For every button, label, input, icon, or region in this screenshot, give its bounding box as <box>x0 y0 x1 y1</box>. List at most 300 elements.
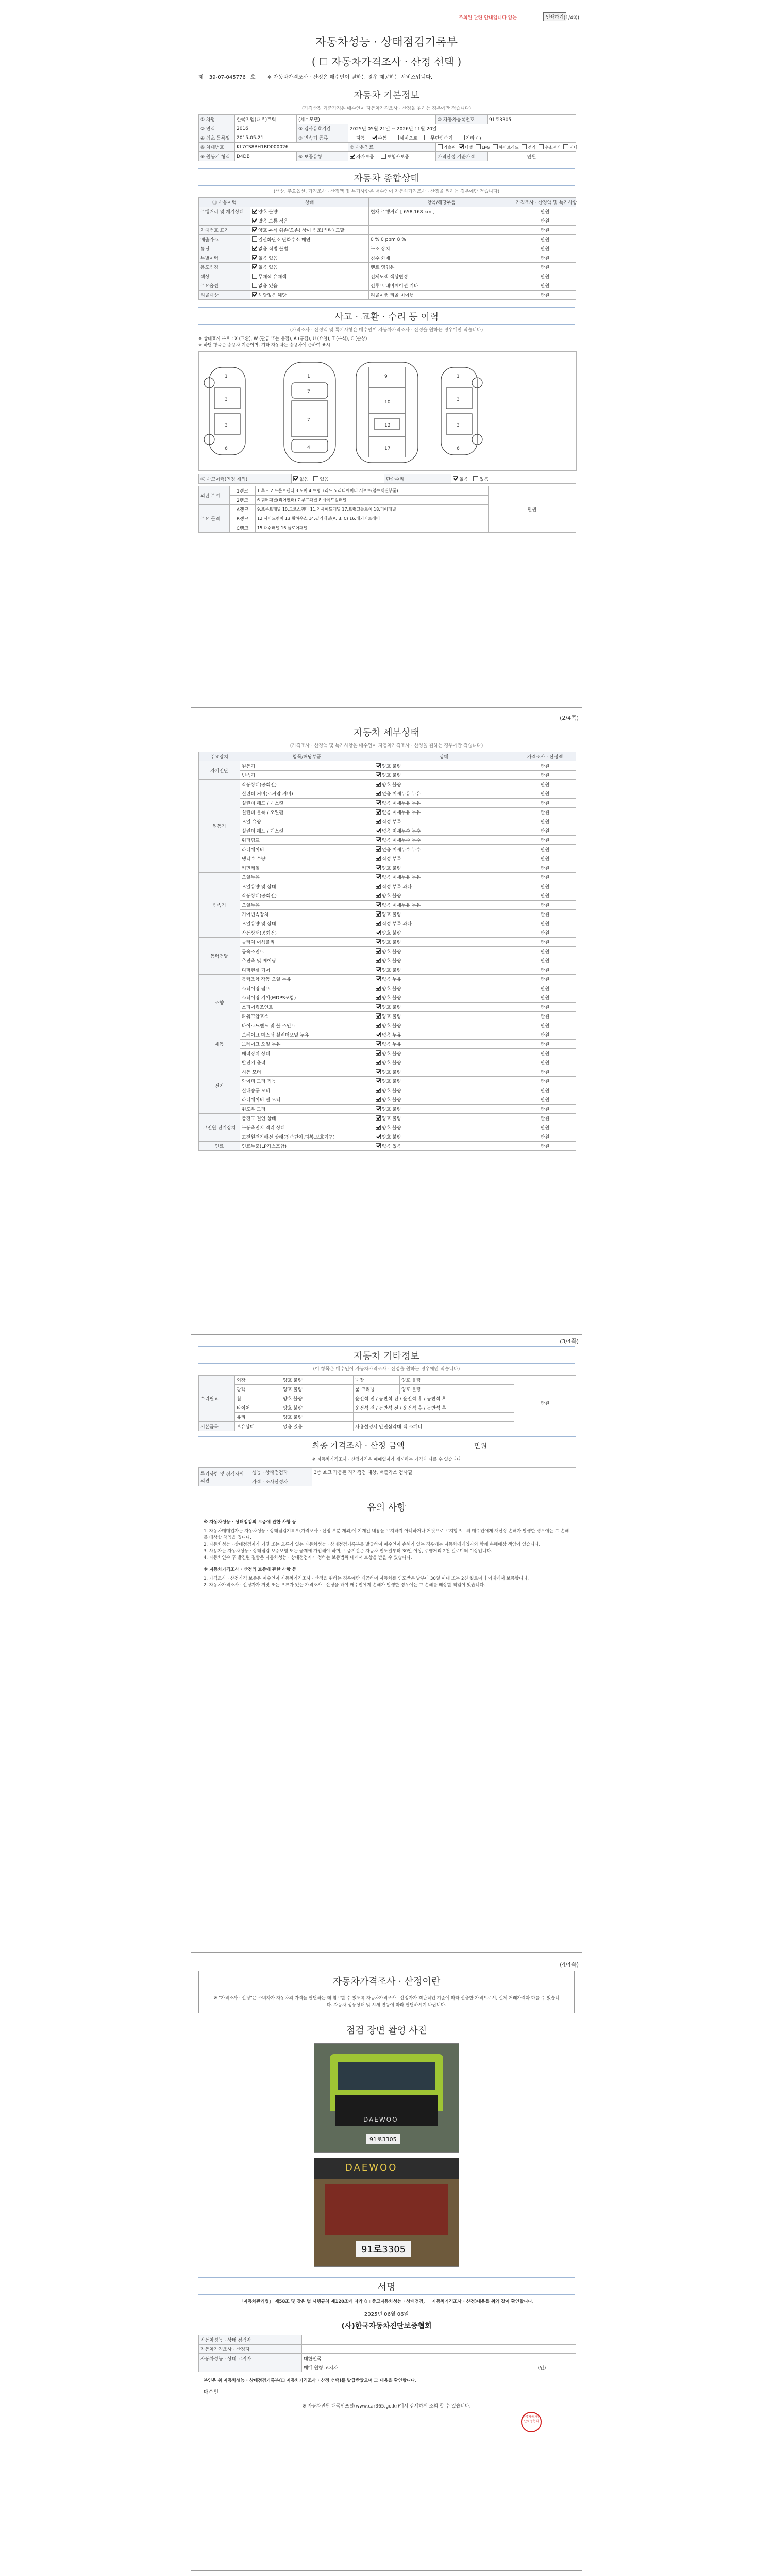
general-status-title: 자동차 종합상태 <box>198 168 575 186</box>
svg-text:6: 6 <box>225 446 228 451</box>
detail-state: 양호 불량 <box>374 1105 514 1114</box>
pricing-explainer-title: 자동차가격조사 · 산정이란 <box>199 1971 574 1991</box>
detail-item: 오일누유 <box>240 873 374 882</box>
table-row <box>199 1142 576 1151</box>
svg-text:17: 17 <box>384 446 391 451</box>
detail-item: 실린더 헤드 / 개스킷 <box>240 799 374 808</box>
table-row <box>199 1077 576 1086</box>
page-3-number: (3/4쪽) <box>560 1338 579 1345</box>
detail-item: 작동상태(공회전) <box>240 780 374 789</box>
other-title: 자동차 기타정보 <box>198 1346 575 1364</box>
check-icon <box>376 1115 381 1121</box>
detail-state: 없음 미세누유 누유 <box>374 873 514 882</box>
detail-state: 적정 부족 과다 <box>374 882 514 891</box>
detail-item: 충전구 절연 상태 <box>240 1114 374 1123</box>
detail-price: 만원 <box>514 901 576 910</box>
check-icon <box>376 1125 381 1130</box>
basic-info-sub: (가격산정 기준가격은 매수인이 자동차가격조사 · 산정을 원하는 경우에만 적습니다) <box>301 106 472 111</box>
portal-link[interactable]: ※ 자동차민원 대국민포털(www.car365.go.kr)에서 상세하게 조회 할 수 있습니다. <box>302 2404 471 2409</box>
svg-text:3: 3 <box>457 423 460 428</box>
detail-item: 커먼레일 <box>240 863 374 873</box>
svg-text:4: 4 <box>307 445 310 450</box>
doc-no-suffix: 호 <box>250 75 256 80</box>
price-basis-label: 가격산정 기준가격 <box>436 152 488 161</box>
table-row <box>199 910 576 919</box>
accident-history-label: ⑫ 사고이력(인정 제외) <box>199 474 292 484</box>
check-icon <box>376 856 381 861</box>
detail-price: 만원 <box>514 1040 576 1049</box>
table-row <box>199 863 576 873</box>
check-icon <box>376 1088 381 1093</box>
check-icon <box>376 1004 381 1009</box>
table-row <box>199 965 576 975</box>
car-right-side <box>441 367 477 455</box>
fuel-options: 가솔린 디젤 LPG 하이브리드 전기 수소전기 기타 <box>436 143 576 152</box>
check-icon <box>376 1013 381 1019</box>
check-icon <box>376 939 381 944</box>
detail-price: 만원 <box>514 1114 576 1123</box>
transmission-options: 자동 수동 세미오토 무단변속기 기타 ( ) <box>348 133 576 143</box>
basic-info-table <box>198 114 576 161</box>
check-icon <box>376 921 381 926</box>
detail-item: 고전원전기배선 상태(접속단자,피복,보호기구) <box>240 1132 374 1142</box>
detail-state: 양호 불량 <box>374 928 514 938</box>
detail-state: 양호 불량 <box>374 984 514 993</box>
detail-item: 윈도우 모터 <box>240 1105 374 1114</box>
final-price-unit: 만원 <box>474 1443 488 1450</box>
table-row <box>199 919 576 928</box>
table-row <box>199 1012 576 1021</box>
detail-state: 양호 불량 <box>374 1067 514 1077</box>
detail-state: 없음 미세누수 누수 <box>374 845 514 854</box>
detail-state: 없음 미세누유 누유 <box>374 789 514 799</box>
detail-state: 양호 불량 <box>374 1021 514 1030</box>
check-icon <box>376 874 381 879</box>
table-row <box>199 947 576 956</box>
doc-no: 39-07-045776 <box>209 75 246 80</box>
plate-label: ⑩ 자동차등록번호 <box>436 115 488 124</box>
detail-state: 없음 미세누유 누유 <box>374 808 514 817</box>
signature-date: 2025년 06월 06일 <box>364 2312 409 2317</box>
top-bar <box>191 12 582 22</box>
detail-price: 만원 <box>514 1058 576 1067</box>
detail-price: 만원 <box>514 845 576 854</box>
detail-item: 파워고압호스 <box>240 1012 374 1021</box>
detail-price: 만원 <box>514 1049 576 1058</box>
detail-item: 동력조향 작동 오일 누유 <box>240 975 374 984</box>
check-icon <box>376 772 381 777</box>
detail-state: 없음 누유 <box>374 1030 514 1040</box>
first-reg-label: ④ 최초 등록일 <box>199 133 235 143</box>
detail-state: 없음 있음 <box>374 1142 514 1151</box>
plate-number: 91로3305 <box>488 115 576 124</box>
car-diagram <box>198 351 577 471</box>
detail-group-name: 고전원 전기장치 <box>199 1114 240 1142</box>
detail-price: 만원 <box>514 975 576 984</box>
detail-group-name: 변속기 <box>199 873 240 938</box>
table-row <box>199 1030 576 1040</box>
table-row <box>199 873 576 882</box>
detail-price: 만원 <box>514 1086 576 1095</box>
page-1 <box>191 23 582 708</box>
detail-state: 양호 불량 <box>374 1012 514 1021</box>
check-icon <box>376 1060 381 1065</box>
doc-number-row <box>198 73 575 80</box>
detail-item: 구동축전지 격리 상태 <box>240 1123 374 1132</box>
detail-item: 연료누출(LP가스포함) <box>240 1142 374 1151</box>
page-number: (1/4쪽) <box>563 15 579 21</box>
page-4-number: (4/4쪽) <box>560 1961 579 1968</box>
detail-state: 양호 불량 <box>374 1132 514 1142</box>
detail-item: 작동상태(공회전) <box>240 928 374 938</box>
pricing-explainer-text: ※ "가격조사 · 산정"은 소비자가 자동차의 가격을 판단하는 데 참고할 수 있도록 자동차가격조사 · 산정자가 객관적인 기준에 따라 산출한 가격으로서, 실제 거래가격과 다를 수 있습니다. 자동차 성능상태 및 시세 변동에 따라 판단하시기 바랍니다. <box>213 1996 560 2008</box>
detail-group-name: 자기진단 <box>199 761 240 780</box>
table-row <box>199 984 576 993</box>
svg-text:6: 6 <box>457 446 460 451</box>
svg-text:7: 7 <box>307 389 310 395</box>
final-price-note: ※ 자동차가격조사 · 산정가격은 매매업자가 제시하는 가격과 다를 수 있습니다 <box>312 1457 461 1462</box>
plate-photo-1: 91로3305 <box>366 2134 400 2144</box>
detail-state: 없음 미세누수 누수 <box>374 826 514 836</box>
detail-title: 자동차 세부상태 <box>198 723 575 740</box>
check-icon <box>376 902 381 907</box>
detail-price: 만원 <box>514 1067 576 1077</box>
table-row <box>199 891 576 901</box>
warranty-options: 자가보증 보험사보증 <box>348 152 436 161</box>
table-row <box>199 771 576 780</box>
detail-item: 추진축 및 베어링 <box>240 956 374 965</box>
detail-item: 실린더 블록 / 오일팬 <box>240 808 374 817</box>
detail-state: 양호 불량 <box>374 771 514 780</box>
svg-text:12: 12 <box>384 423 391 428</box>
detail-state: 양호 불량 <box>374 1003 514 1012</box>
table-row <box>199 845 576 854</box>
doc-warning: ※ 자동차가격조사 · 산정은 매수인이 원하는 경우 제공하는 서비스입니다. <box>267 75 433 80</box>
check-icon <box>376 930 381 935</box>
detail-item: 오일유량 및 상태 <box>240 882 374 891</box>
detail-state: 적정 부족 과다 <box>374 919 514 928</box>
detail-price: 만원 <box>514 1142 576 1151</box>
check-icon <box>376 893 381 898</box>
detail-price: 만원 <box>514 938 576 947</box>
detail-price: 만원 <box>514 891 576 901</box>
table-row <box>199 928 576 938</box>
detail-table: 주요장치 항목/해당부품 상태 가격조사 · 산정액 자기진단 원동기 양호 불량 만원 변속기 양호 불량 만원 원동기 작동상태(공회전) 양호 불량 만원 실린더 커버(로커암 커버) 없음 미세누유 누유 만원 실린더 헤드 / 개스킷 없음 미세누유 누유 만원 실린더 블록 / 오일팬 없음 미세누유 누유 만원 오일 유량 적정 부족 만원 실린더 헤드 / 개스킷 없음 미세누수 누수 만원 워터펌프 없음 미세누수 누수 만원 라디에이터 없음 미세누수 누수 만원 냉각수 수량 적정 부족 만원 커먼레일 양호 불량 만원 변속기 오일누유 없음 미세누유 누유 만원 오일유량 및 상태 적정 부족 과다 만원 작동상태(공회전) 양호 불량 만원 오일누유 없음 미세누유 누유 만원 기어변속장치 양호 불량 만원 오일유량 및 상태 적정 부족 과다 만원 작동상태(공회전) 양호 불량 만원 동력전달 클러치 어셈블리 양호 불량 만원 등속조인트 양호 불량 만원 추진축 및 베어링 양호 불량 만원 디퍼렌셜 기어 양호 불량 만원 조향 동력조향 작동 오일 누유 없음 누유 만원 스티어링 펌프 양호 불량 만원 스티어링 기어(MDPS포함) 양호 불량 만원 스티어링조인트 양호 불량 만원 파워고압호스 양호 불량 만원 타이로드엔드 및 볼 조인트 양호 불량 만원 제동 브레이크 마스터 실린더오일 누유 없음 누유 만원 브레이크 오일 누유 없음 누유 만원 배력장치 상태 양호 불량 만원 전기 발전기 출력 양호 불량 만원 시동 모터 양호 불량 만원 와이퍼 모터 기능 양호 불량 만원 실내송풍 모터 양호 불량 만원 라디에이터 팬 모터 양호 불량 만원 윈도우 모터 양호 불량 만원 고전원 전기장치 충전구 절연 상태 양호 불량 만원 구동축전지 격리 상태 양호 불량 만원 고전원전기배선 상태(접속단자,피복,보호기구) 양호 불량 만원 연료 연료누출(LP가스포함) 없음 있음 만원 <box>198 752 576 1151</box>
warranty-label: ⑨ 보증유형 <box>297 152 348 161</box>
table-row <box>199 1123 576 1132</box>
truck-brand-2: DAEWOO <box>345 2162 398 2173</box>
price-basis-unit: 만원 <box>488 152 576 161</box>
signature-text: 「자동차관리법」 제58조 및 같은 법 시행규칙 제120조에 따라 (□ 중고자동차성능 · 상태점검, □ 자동차가격조사 · 산정)내용을 위와 같이 확인합니다. <box>239 2299 534 2304</box>
detail-item: 발전기 출력 <box>240 1058 374 1067</box>
fuel-label: ⑦ 사용연료 <box>348 143 436 152</box>
photos-title: 점검 장면 촬영 사진 <box>198 2021 575 2038</box>
print-button[interactable]: 인쇄하기 <box>543 12 566 21</box>
receiver-note: 본인은 위 자동차성능 · 상태점검기록부(☐ 자동차가격조사 · 산정 선택)를 발급받았으며 그 내용을 확인합니다. <box>204 2378 417 2383</box>
other-table: 수리필요 외장 양호 불량 내장 양호 불량 만원 광택 양호 불량 룸 크리닝 양호 불량 휠 양호 불량 운전석 전 / 동반석 전 / 운전석 후 / 동반석 후 타이어 양호 불량 운전석 전 / 동반석 전 / 운전석 후 / 동반석 후 유리 양호 불량 기본품목 보유상태 없음 있음 사용설명서 안전삼각대 잭 스패너 <box>198 1375 576 1431</box>
detail-price: 만원 <box>514 799 576 808</box>
accident-note-1: ※ 상태표시 부호 : X (교환), W (판금 또는 용접), A (흠집), U (요철), T (부식), C (손상) <box>198 336 367 342</box>
car-name-label: ① 차명 <box>199 115 235 124</box>
first-reg-date: 2015-05-21 <box>235 133 297 143</box>
accident-price: 만원 <box>489 486 576 533</box>
vin-value: KL7CS8BH1BD000026 <box>235 143 348 152</box>
other-sub: (이 항목은 매수인이 자동차가격조사 · 산정을 원하는 경우에만 적습니다) <box>313 1367 460 1372</box>
detail-item: 라디에이터 팬 모터 <box>240 1095 374 1105</box>
table-row <box>199 817 576 826</box>
detail-item: 오일유량 및 상태 <box>240 919 374 928</box>
detail-group-name: 연료 <box>199 1142 240 1151</box>
table-row <box>199 1114 576 1123</box>
detail-item: 와이퍼 모터 기능 <box>240 1077 374 1086</box>
detail-price: 만원 <box>514 1012 576 1021</box>
check-icon <box>376 800 381 805</box>
detail-price: 만원 <box>514 1132 576 1142</box>
general-status-table: ⑪ 사용이력 상태 항목/해당부품 가격조사 · 산정액 및 특기사항 주행거리 및 계기상태 양호 불량 현재 주행거리 [ 658,168 km ] 만원 많음 보통 적음 만원 차대번호 표기 양호 부식 훼손(오손) 상이 변조(변타) 도말 만원 배출가스 일산화탄소 탄화수소 매연 0 % 0 ppm 8 % 만원 튜닝 없음 적법 불법 구조 장치 만원 특별이력 없음 있음 침수 화재 만원 용도변경 없음 있음 렌트 영업용 만원 색상 무채색 유채색 전체도색 색상변경 만원 주요옵션 없음 있음 선루프 내비게이션 기타 만원 리콜대상 해당없음 해당 리콜이행 리콜 미이행 만원 <box>198 197 576 300</box>
main-frame-label: 주요 골격 <box>199 505 230 533</box>
car-model-label: (세부모델) <box>297 115 348 124</box>
detail-price: 만원 <box>514 1095 576 1105</box>
transmission-label: ⑤ 변속기 종류 <box>297 133 348 143</box>
table-row <box>199 1095 576 1105</box>
detail-price: 만원 <box>514 965 576 975</box>
detail-item: 스티어링 펌프 <box>240 984 374 993</box>
signature-title: 서명 <box>198 2277 575 2295</box>
transmission-manual-check <box>372 135 377 140</box>
detail-price: 만원 <box>514 789 576 799</box>
detail-state: 양호 불량 <box>374 891 514 901</box>
detail-price: 만원 <box>514 854 576 863</box>
detail-state: 양호 불량 <box>374 1114 514 1123</box>
detail-price: 만원 <box>514 761 576 771</box>
vin-label: ⑥ 차대번호 <box>199 143 235 152</box>
check-icon <box>376 967 381 972</box>
svg-text:1: 1 <box>457 374 460 379</box>
table-row <box>199 836 576 845</box>
detail-price: 만원 <box>514 873 576 882</box>
detail-state: 양호 불량 <box>374 1086 514 1095</box>
check-icon <box>376 1050 381 1056</box>
svg-text:7: 7 <box>307 418 310 423</box>
inspection-period-label: ③ 검사유효기간 <box>297 124 348 133</box>
svg-text:3: 3 <box>225 397 228 402</box>
detail-item: 스티어링 기어(MDPS포함) <box>240 993 374 1003</box>
table-row <box>199 1067 576 1077</box>
detail-state: 없음 누유 <box>374 975 514 984</box>
detail-sub: (가격조사 · 산정액 및 특기사항은 매수인이 자동차가격조사 · 산정을 원하는 경우에만 적습니다) <box>290 743 483 749</box>
detail-item: 타이로드엔드 및 볼 조인트 <box>240 1021 374 1030</box>
detail-price: 만원 <box>514 1077 576 1086</box>
truck-brand-1: DAEWOO <box>363 2116 398 2123</box>
detail-price: 만원 <box>514 984 576 993</box>
table-row: 차대번호 표기 양호 부식 훼손(오손) 상이 변조(변타) 도말 만원 <box>199 226 576 235</box>
car-left-side <box>209 367 245 455</box>
detail-state: 양호 불량 <box>374 965 514 975</box>
detail-price: 만원 <box>514 993 576 1003</box>
detail-item: 워터펌프 <box>240 836 374 845</box>
table-row <box>199 938 576 947</box>
pricing-explainer-box <box>198 1971 575 2013</box>
detail-price: 만원 <box>514 817 576 826</box>
check-icon <box>376 846 381 852</box>
table-row <box>199 901 576 910</box>
detail-item: 디퍼렌셜 기어 <box>240 965 374 975</box>
table-row <box>199 993 576 1003</box>
detail-item: 시동 모터 <box>240 1067 374 1077</box>
detail-state: 양호 불량 <box>374 1058 514 1067</box>
detail-price: 만원 <box>514 882 576 891</box>
check-icon <box>376 809 381 815</box>
doc-title: 자동차성능 · 상태점검기록부 <box>315 36 458 49</box>
detail-price: 만원 <box>514 910 576 919</box>
detail-item: 변속기 <box>240 771 374 780</box>
table-row: 튜닝 없음 적법 불법 구조 장치 만원 <box>199 244 576 253</box>
detail-price: 만원 <box>514 1003 576 1012</box>
table-row <box>199 780 576 789</box>
page-4 <box>191 1958 582 2571</box>
detail-price: 만원 <box>514 1105 576 1114</box>
table-row <box>199 1049 576 1058</box>
detail-item: 라디에이터 <box>240 845 374 854</box>
detail-group-name: 제동 <box>199 1030 240 1058</box>
general-status-sub: (색상, 주요옵션, 가격조사 · 산정액 및 특기사항은 매수인이 자동차가격조사 · 산정을 원하는 경우에만 적습니다) <box>273 189 500 194</box>
table-row <box>199 826 576 836</box>
detail-price: 만원 <box>514 1123 576 1132</box>
detail-state: 양호 불량 <box>374 1049 514 1058</box>
check-icon <box>376 1069 381 1074</box>
check-icon <box>376 911 381 917</box>
detail-price: 만원 <box>514 826 576 836</box>
fuel-diesel-check <box>459 144 464 149</box>
inspection-period: 2025년 05월 21일 ~ 2026년 11월 20일 <box>348 124 576 133</box>
svg-text:1: 1 <box>225 374 228 379</box>
year-label: ② 연식 <box>199 124 235 133</box>
detail-price: 만원 <box>514 863 576 873</box>
detail-item: 브레이크 오일 누유 <box>240 1040 374 1049</box>
plate-photo-2: 91로3305 <box>356 2241 411 2257</box>
check-icon <box>376 837 381 842</box>
detail-price: 만원 <box>514 771 576 780</box>
cautions-h2: ※ 자동차가격조사 · 산정의 보증에 관한 사항 등 <box>204 1567 297 1572</box>
detail-state: 양호 불량 <box>374 910 514 919</box>
detail-item: 오일 유량 <box>240 817 374 826</box>
table-row <box>199 789 576 799</box>
check-icon <box>376 995 381 1000</box>
final-price-row <box>198 1436 576 1453</box>
detail-price: 만원 <box>514 1021 576 1030</box>
detail-state: 양호 불량 <box>374 938 514 947</box>
detail-price: 만원 <box>514 928 576 938</box>
page-2 <box>191 711 582 1329</box>
basic-info-title: 자동차 기본정보 <box>198 86 575 103</box>
detail-item: 스티어링조인트 <box>240 1003 374 1012</box>
detail-group-name: 동력전달 <box>199 938 240 975</box>
detail-price: 만원 <box>514 919 576 928</box>
detail-group-name: 조향 <box>199 975 240 1030</box>
check-icon <box>376 1032 381 1037</box>
accident-history-table: ⑫ 사고이력(인정 제외) 없음 있음 단순수리 없음 있음 <box>198 474 576 484</box>
table-row: 주행거리 및 계기상태 양호 불량 현재 주행거리 [ 658,168 km ] 만원 <box>199 207 576 216</box>
detail-state: 양호 불량 <box>374 956 514 965</box>
signature-org: (사)한국자동차진단보증협회 <box>341 2322 432 2330</box>
accident-note-2: ※ 하단 항목은 승용차 기준이며, 기타 자동차는 승용차에 준하여 표시 <box>198 343 330 348</box>
signature-table: 자동차성능 · 상태 점검자 자동차가격조사 · 산정자 자동차성능 · 상태 고지자 대한민국 매매 원형 고지자 (인) <box>198 2335 576 2372</box>
table-row: 리콜대상 해당없음 해당 리콜이행 리콜 미이행 만원 <box>199 291 576 300</box>
table-row <box>199 799 576 808</box>
detail-state: 없음 미세누유 누유 <box>374 799 514 808</box>
year-value: 2016 <box>235 124 297 133</box>
check-icon <box>376 948 381 954</box>
top-notice: 조회된 관련 안내입니다 없는 <box>459 15 517 21</box>
check-icon <box>376 782 381 787</box>
table-row: 색상 무채색 유채색 전체도색 색상변경 만원 <box>199 272 576 281</box>
detail-price: 만원 <box>514 808 576 817</box>
accident-title: 사고 · 교환 · 수리 등 이력 <box>198 307 575 325</box>
check-icon <box>376 865 381 870</box>
check-icon <box>376 1041 381 1046</box>
cautions-title: 유의 사항 <box>198 1498 575 1515</box>
table-row <box>199 761 576 771</box>
check-icon <box>376 1134 381 1139</box>
detail-item: 실린더 커버(로커암 커버) <box>240 789 374 799</box>
table-row <box>199 1105 576 1114</box>
detail-item: 배력장치 상태 <box>240 1049 374 1058</box>
car-diagram-svg <box>199 352 576 470</box>
check-icon <box>376 884 381 889</box>
detail-state: 양호 불량 <box>374 863 514 873</box>
check-icon <box>376 1078 381 1083</box>
final-price-title: 최종 가격조사 · 산정 금액 <box>312 1440 405 1450</box>
detail-price: 만원 <box>514 780 576 789</box>
car-name: 한국지엠(대우)트럭 <box>235 115 297 124</box>
detail-state: 양호 불량 <box>374 1095 514 1105</box>
table-row <box>199 854 576 863</box>
table-row <box>199 956 576 965</box>
doc-no-label: 제 <box>198 75 204 80</box>
seal-stamp: 한국자동차진단보증협회 <box>521 2412 542 2432</box>
check-icon <box>376 976 381 981</box>
detail-item: 실내송풍 모터 <box>240 1086 374 1095</box>
detail-group-name: 전기 <box>199 1058 240 1114</box>
frame-label: 외판 부위 <box>199 486 230 505</box>
accident-sub: (가격조사 · 산정액 및 특기사항은 매수인이 자동차가격조사 · 산정을 원하는 경우에만 적습니다) <box>290 328 483 333</box>
detail-item: 원동기 <box>240 761 374 771</box>
detail-item: 작동상태(공회전) <box>240 891 374 901</box>
table-row: 특별이력 없음 있음 침수 화재 만원 <box>199 253 576 263</box>
detail-state: 양호 불량 <box>374 993 514 1003</box>
check-icon <box>376 828 381 833</box>
engine-type: D4DB <box>235 152 297 161</box>
detail-state: 양호 불량 <box>374 1077 514 1086</box>
check-icon <box>376 763 381 768</box>
check-icon <box>376 1143 381 1148</box>
detail-item: 냉각수 수량 <box>240 854 374 863</box>
svg-text:10: 10 <box>384 400 391 405</box>
table-row <box>199 1040 576 1049</box>
detail-state: 없음 미세누유 누유 <box>374 901 514 910</box>
check-icon <box>376 1106 381 1111</box>
detail-state: 양호 불량 <box>374 947 514 956</box>
table-row <box>199 882 576 891</box>
cautions-h1: ※ 자동차성능 · 상태점검의 보증에 관한 사항 등 <box>204 1520 297 1525</box>
detail-item: 오일누유 <box>240 901 374 910</box>
table-row <box>199 1132 576 1142</box>
table-row <box>199 1021 576 1030</box>
photo-truck-rear <box>314 2158 459 2267</box>
simple-repair-label: 단순수리 <box>384 474 451 484</box>
detail-state: 없음 미세누수 누수 <box>374 836 514 845</box>
photo-truck-front <box>314 2043 459 2153</box>
